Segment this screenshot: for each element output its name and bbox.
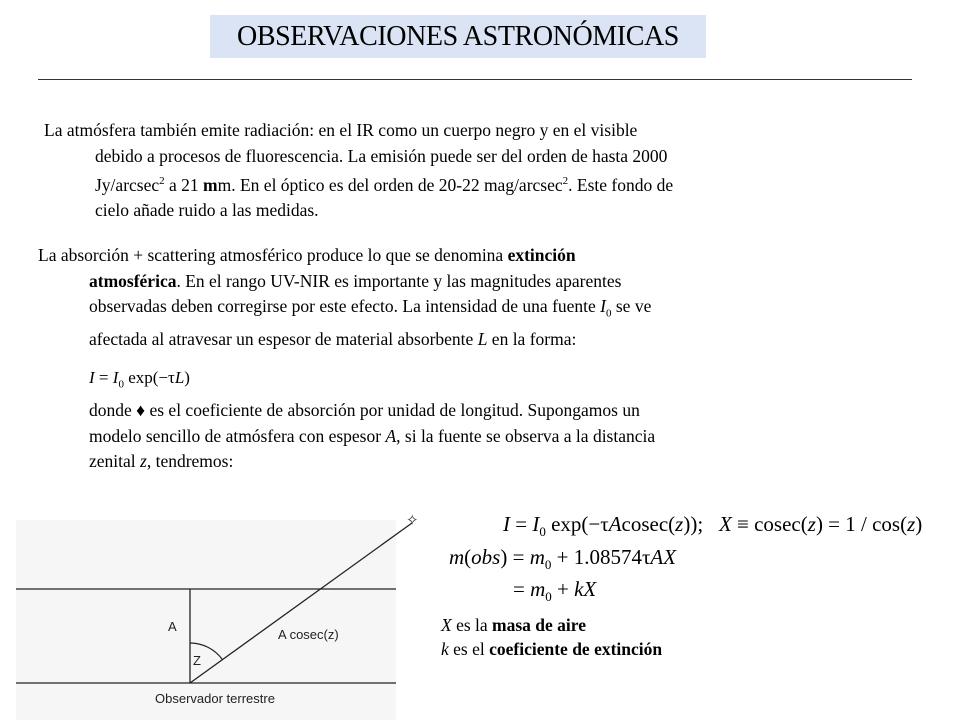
slide-title [210, 15, 706, 58]
label-A: A [168, 619, 177, 634]
equation-airmass: $I = I_0$ exp(−τAcosec(z)); X ≡ cosec(z) = 1 / cos(z) [503, 512, 923, 540]
paragraph-emission [44, 118, 673, 224]
paragraph-extinction [38, 243, 651, 353]
def-extinction-coef: k es el coeficiente de extinción [441, 639, 663, 659]
p2-line-1: La absorción + scattering atmosférico produce lo que se denomina extinción [38, 245, 576, 265]
title-divider [38, 79, 912, 80]
atmosphere-diagram [16, 505, 420, 720]
equation-intensity: $I = I_0$ exp(−τL) [89, 368, 190, 391]
mu-symbol: m [203, 174, 218, 195]
p3-line-2: modelo sencillo de atmósfera con espesor A, si la fuente se observa a la distancia [89, 425, 656, 446]
p1-line-4: cielo añade ruido a las medidas. [95, 200, 319, 221]
sup-2: 2 [159, 175, 165, 187]
star-icon: ✧ [406, 511, 419, 529]
slide-title-text: OBSERVACIONES ASTRONÓMICAS [237, 20, 679, 52]
equation-magnitude: $m(obs) = m_0 + 1.08574\tau AX$ [449, 545, 677, 573]
p1-line-2: debido a procesos de fluorescencia. La emisión puede ser del orden de hasta 2000 [95, 145, 668, 166]
label-observer: Observador terrestre [155, 691, 275, 706]
definitions-block [441, 613, 662, 661]
p1-line-3: Jy/arcsec$^2$ a 21 mm. En el óptico es del orden de 20-22 mag/arcsec$^2$. Este fondo de [95, 174, 674, 195]
diamond-symbol: ♦ [136, 400, 146, 420]
p3-line-3: zenital z, tendremos: [89, 451, 234, 471]
equation-kx: = $m_0$ + kX [513, 577, 597, 605]
p2-line-2: atmosférica. En el rango UV-NIR es importante y las magnitudes aparentes [89, 270, 622, 291]
label-A-cosec: A cosec(z) [278, 627, 339, 642]
p1-line-1: La atmósfera también emite radiación: en el IR como un cuerpo negro y en el visible [44, 120, 638, 140]
def-airmass: X es la masa de aire [441, 615, 587, 635]
sup-2b: 2 [562, 175, 569, 187]
paragraph-model [89, 398, 655, 475]
p2-line-3: observadas deben corregirse por este efecto. La intensidad de una fuente $I_0$ se ve [89, 296, 652, 320]
p3-line-1: donde ♦ es el coeficiente de absorción por unidad de longitud. Supongamos un [89, 400, 640, 420]
diagram-right-margin [396, 505, 420, 720]
label-Z: Z [193, 653, 201, 668]
p2-line-4: afectada al atravesar un espesor de material absorbente L en la forma: [89, 329, 577, 349]
diagram-background [16, 520, 420, 720]
